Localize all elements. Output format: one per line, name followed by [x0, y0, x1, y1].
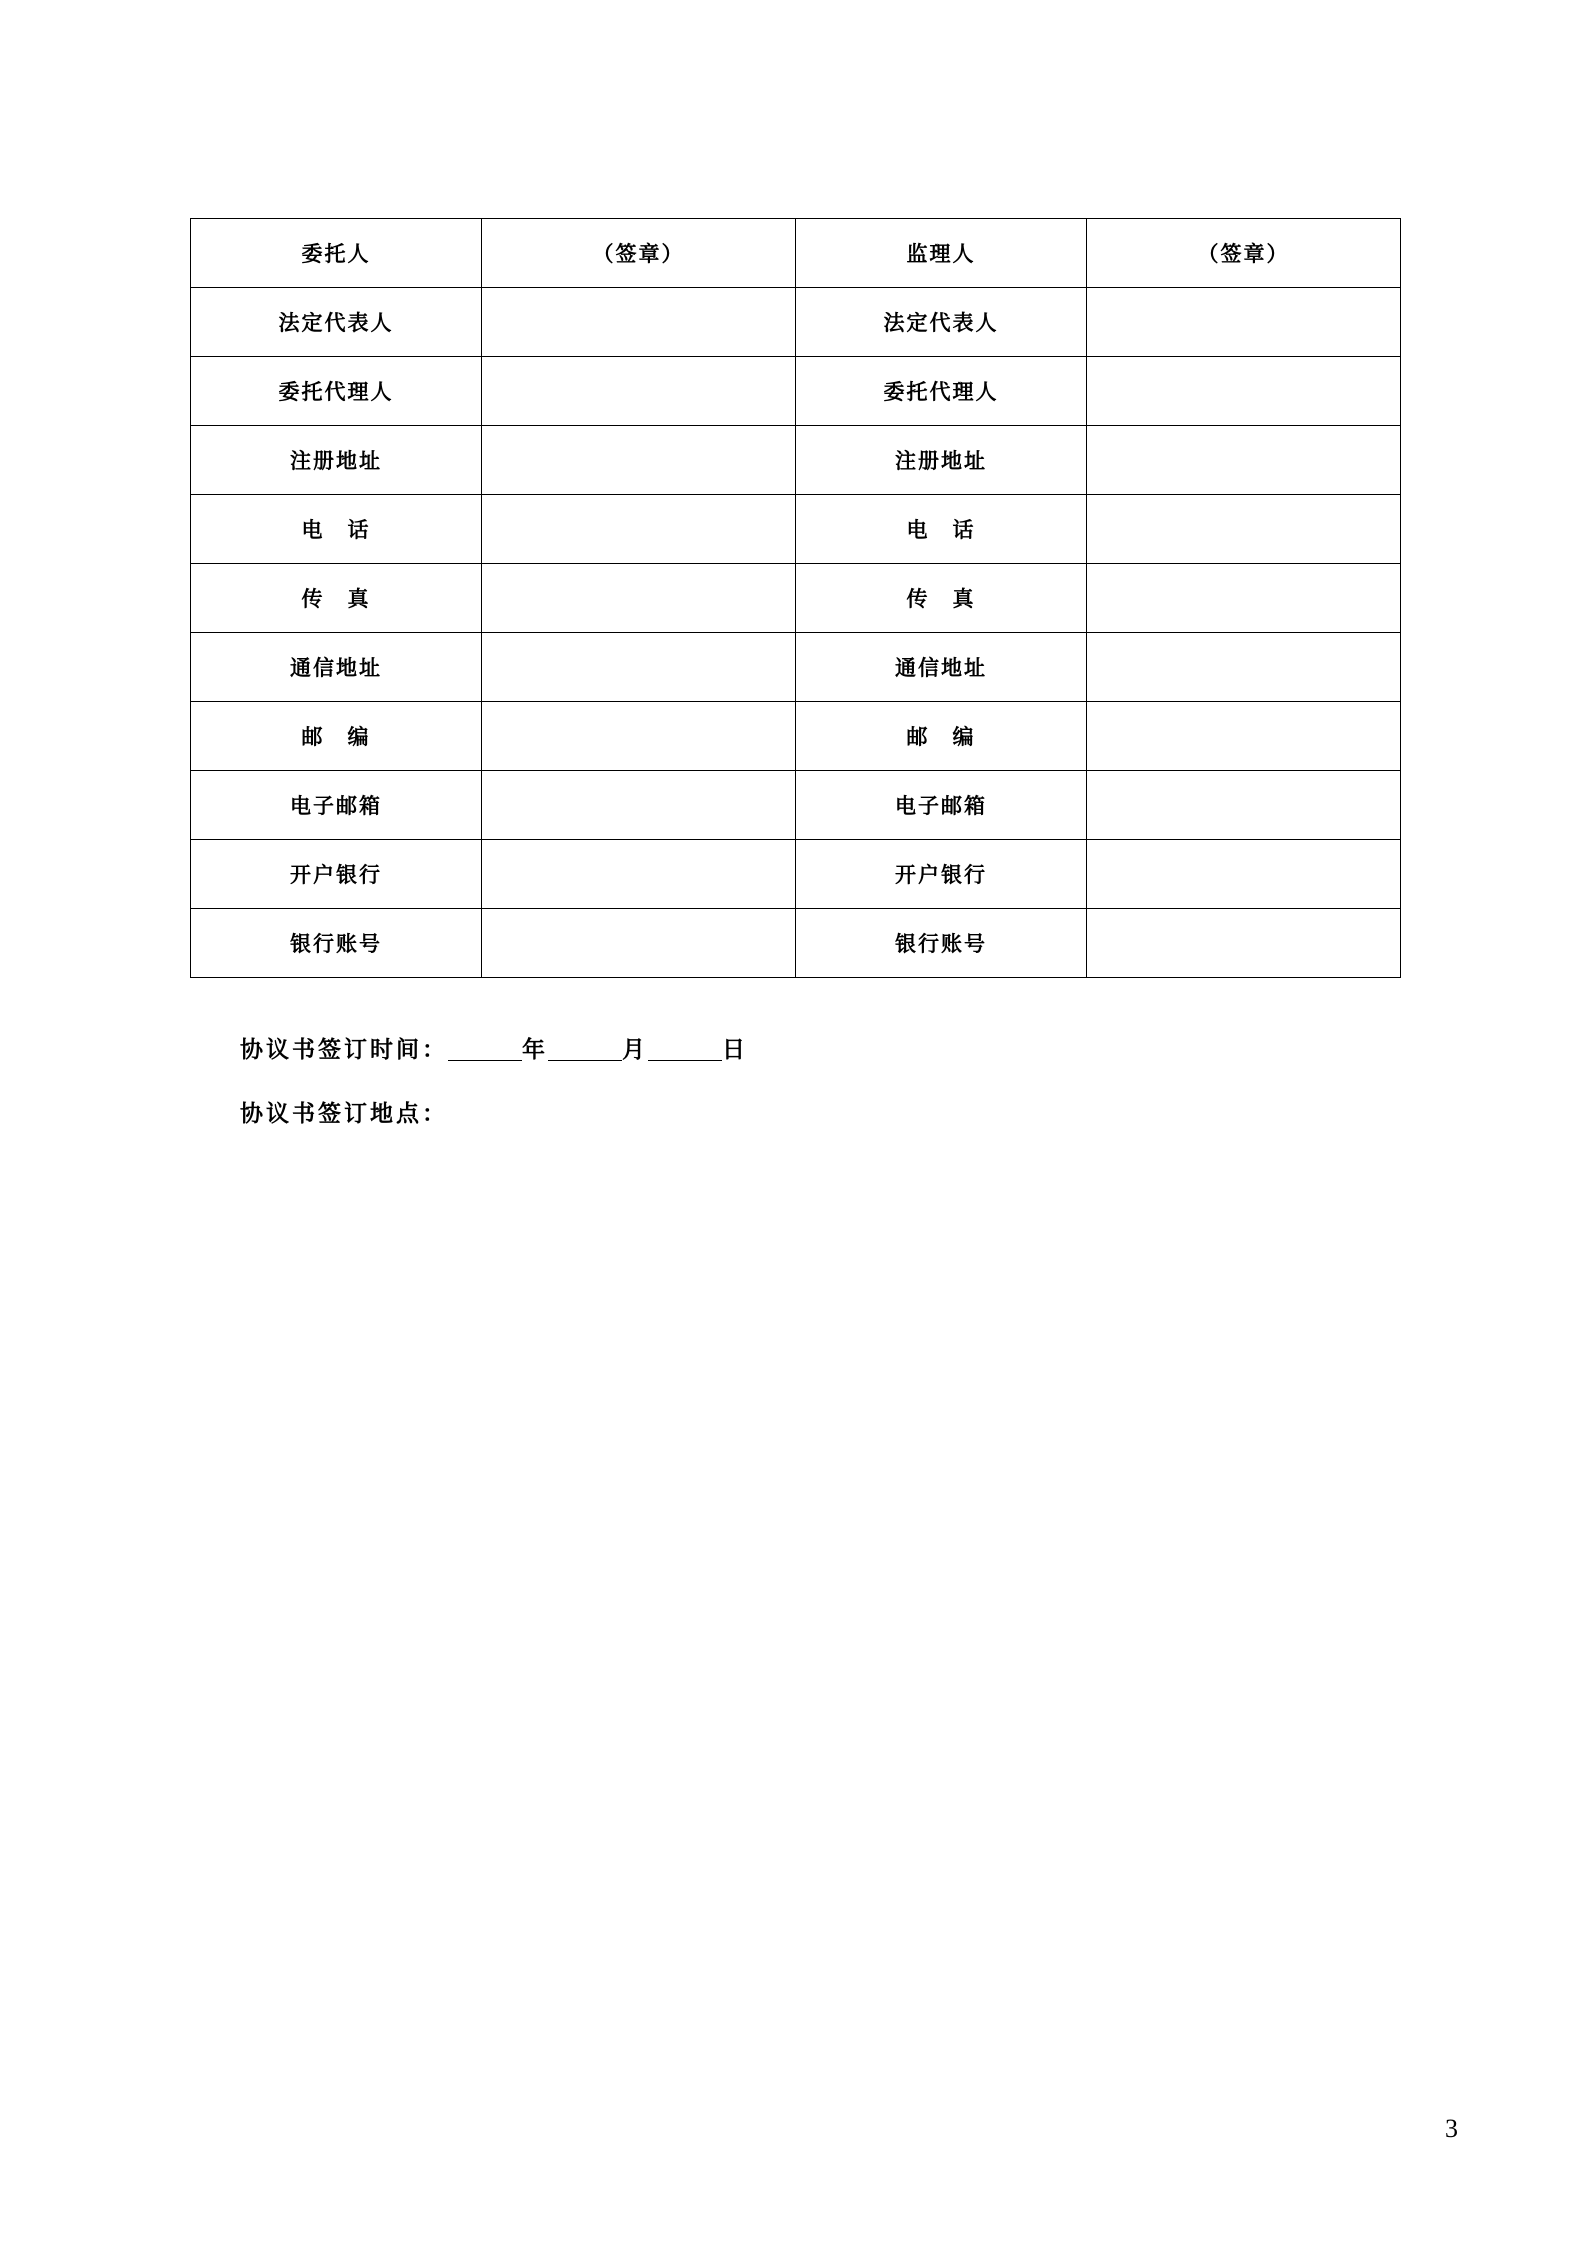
cell-value-postcode-right[interactable]	[1087, 702, 1401, 771]
cell-value-legal-rep-left[interactable]	[482, 288, 796, 357]
cell-label-mailing-address-right: 通信地址	[796, 633, 1087, 702]
cell-label-phone-left: 电 话	[191, 495, 482, 564]
cell-value-phone-left[interactable]	[482, 495, 796, 564]
cell-value-account-left[interactable]	[482, 909, 796, 978]
sign-year-input[interactable]	[448, 1036, 522, 1061]
cell-label-postcode-right: 邮 编	[796, 702, 1087, 771]
cell-label-postcode-left: 邮 编	[191, 702, 482, 771]
day-unit-label: 日	[722, 1037, 748, 1062]
cell-value-fax-left[interactable]	[482, 564, 796, 633]
cell-supervisor-label: 监理人	[796, 219, 1087, 288]
cell-label-agent-left: 委托代理人	[191, 357, 482, 426]
sign-place-label: 协议书签订地点：	[240, 1101, 448, 1126]
sign-day-input[interactable]	[648, 1036, 722, 1061]
cell-value-email-right[interactable]	[1087, 771, 1401, 840]
cell-party-label: 委托人	[191, 219, 482, 288]
cell-value-legal-rep-right[interactable]	[1087, 288, 1401, 357]
sign-month-input[interactable]	[548, 1036, 622, 1061]
table-row	[191, 840, 1401, 909]
table-row	[191, 426, 1401, 495]
cell-label-registered-address-left: 注册地址	[191, 426, 482, 495]
cell-value-agent-right[interactable]	[1087, 357, 1401, 426]
cell-label-email-left: 电子邮箱	[191, 771, 482, 840]
cell-label-phone-right: 电 话	[796, 495, 1087, 564]
table-row	[191, 702, 1401, 771]
cell-supervisor-seal[interactable]: （签章）	[1087, 219, 1401, 288]
cell-label-registered-address-right: 注册地址	[796, 426, 1087, 495]
cell-value-fax-right[interactable]	[1087, 564, 1401, 633]
cell-value-bank-left[interactable]	[482, 840, 796, 909]
sign-place-line	[240, 1082, 1340, 1146]
year-unit-label: 年	[522, 1037, 548, 1062]
cell-label-bank-left: 开户银行	[191, 840, 482, 909]
cell-value-postcode-left[interactable]	[482, 702, 796, 771]
table-row	[191, 495, 1401, 564]
cell-label-email-right: 电子邮箱	[796, 771, 1087, 840]
sign-time-line	[240, 1018, 1340, 1082]
table-row	[191, 633, 1401, 702]
table-row	[191, 357, 1401, 426]
signature-table-body	[191, 219, 1401, 978]
cell-label-agent-right: 委托代理人	[796, 357, 1087, 426]
cell-value-account-right[interactable]	[1087, 909, 1401, 978]
cell-label-account-right: 银行账号	[796, 909, 1087, 978]
cell-value-phone-right[interactable]	[1087, 495, 1401, 564]
table-row	[191, 288, 1401, 357]
signature-table	[190, 218, 1401, 978]
cell-label-account-left: 银行账号	[191, 909, 482, 978]
cell-value-email-left[interactable]	[482, 771, 796, 840]
footer-fields	[240, 1018, 1340, 1146]
cell-label-legal-rep-left: 法定代表人	[191, 288, 482, 357]
month-unit-label: 月	[622, 1037, 648, 1062]
cell-value-registered-address-left[interactable]	[482, 426, 796, 495]
page-number: 3	[1445, 2114, 1458, 2143]
sign-time-label: 协议书签订时间：	[240, 1037, 448, 1062]
table-row	[191, 909, 1401, 978]
cell-value-registered-address-right[interactable]	[1087, 426, 1401, 495]
cell-value-mailing-address-right[interactable]	[1087, 633, 1401, 702]
cell-label-legal-rep-right: 法定代表人	[796, 288, 1087, 357]
table-row	[191, 564, 1401, 633]
cell-label-fax-right: 传 真	[796, 564, 1087, 633]
cell-label-mailing-address-left: 通信地址	[191, 633, 482, 702]
cell-party-seal[interactable]: （签章）	[482, 219, 796, 288]
cell-value-mailing-address-left[interactable]	[482, 633, 796, 702]
cell-label-fax-left: 传 真	[191, 564, 482, 633]
cell-value-agent-left[interactable]	[482, 357, 796, 426]
cell-value-bank-right[interactable]	[1087, 840, 1401, 909]
table-row	[191, 219, 1401, 288]
cell-label-bank-right: 开户银行	[796, 840, 1087, 909]
table-row	[191, 771, 1401, 840]
